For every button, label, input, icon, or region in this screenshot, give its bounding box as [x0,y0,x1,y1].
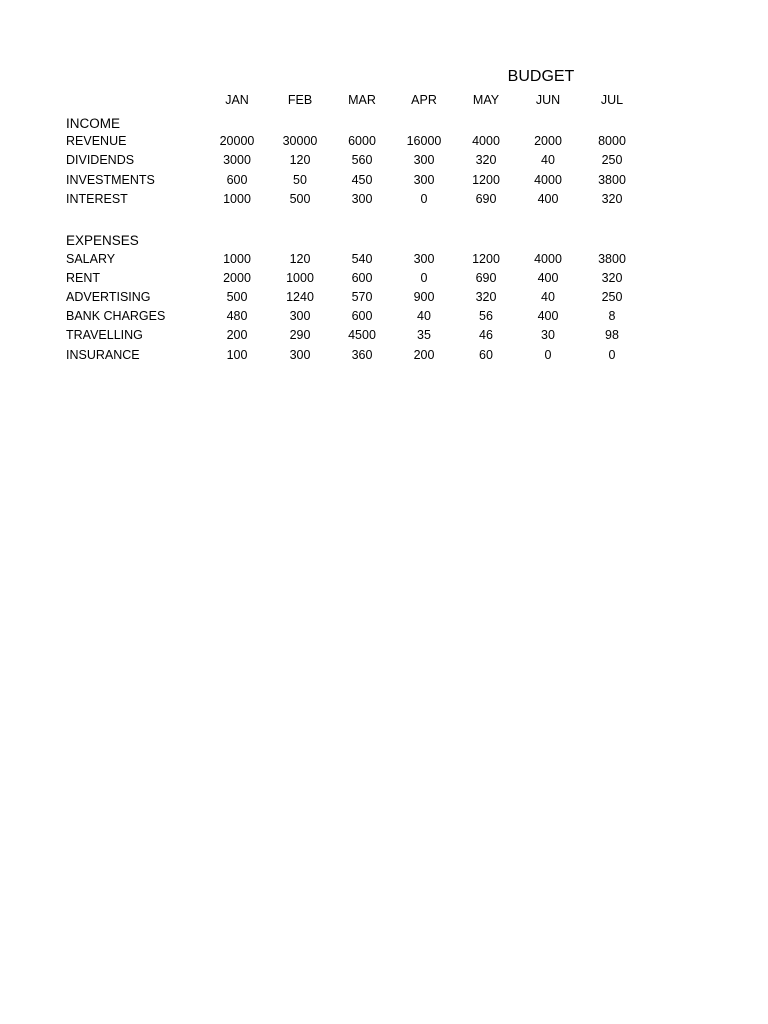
value-cell: 30 [541,328,555,343]
row-label: RENT [66,271,101,286]
table-row [0,152,768,169]
value-cell: 1000 [286,271,314,286]
table-row [0,191,768,208]
row-label: INTEREST [66,191,128,206]
table-row [0,172,768,189]
value-cell: 540 [351,252,373,266]
value-cell: 1200 [472,172,500,187]
value-cell: 0 [420,271,428,286]
value-cell: 0 [420,191,428,206]
value-cell: 400 [537,191,559,206]
month-header-feb: FEB [287,93,313,107]
value-cell: 250 [601,153,623,168]
value-cell: 300 [289,347,311,362]
value-cell: 400 [537,271,559,286]
value-cell: 2000 [223,271,251,286]
row-label: TRAVELLING [66,328,143,343]
value-cell: 56 [479,309,493,324]
value-cell: 40 [541,153,555,168]
value-cell: 3800 [598,252,626,266]
value-cell: 0 [608,347,616,362]
value-cell: 20000 [219,134,255,148]
value-cell: 50 [293,172,307,187]
month-header-jun: JUN [535,93,561,107]
value-cell: 100 [226,347,248,362]
value-cell: 570 [351,290,373,305]
row-label: INVESTMENTS [66,172,155,187]
month-header-may: MAY [472,93,500,107]
value-cell: 2000 [534,134,562,148]
month-header-jul: JUL [600,93,624,107]
row-label: BANK CHARGES [66,309,166,324]
value-cell: 500 [289,191,311,206]
value-cell: 16000 [406,134,442,148]
value-cell: 560 [351,153,373,168]
income-section-title: INCOME [66,116,120,131]
value-cell: 690 [475,271,497,286]
value-cell: 500 [226,290,248,305]
value-cell: 320 [601,191,623,206]
value-cell: 40 [541,290,555,305]
table-row [0,347,768,364]
value-cell: 4500 [348,328,376,343]
expenses-section-title: EXPENSES [66,233,139,248]
value-cell: 120 [289,252,311,266]
value-cell: 200 [226,328,248,343]
table-row [0,289,768,306]
row-label: REVENUE [66,134,127,148]
table-row [0,133,768,150]
value-cell: 35 [417,328,431,343]
value-cell: 300 [413,252,435,266]
value-cell: 98 [605,328,619,343]
value-cell: 300 [413,172,435,187]
value-cell: 1000 [223,252,251,266]
value-cell: 3800 [598,172,626,187]
value-cell: 250 [601,290,623,305]
value-cell: 46 [479,328,493,343]
table-row [0,327,768,344]
value-cell: 600 [226,172,248,187]
value-cell: 1000 [223,191,251,206]
value-cell: 600 [351,271,373,286]
value-cell: 400 [537,309,559,324]
value-cell: 320 [475,153,497,168]
value-cell: 360 [351,347,373,362]
value-cell: 690 [475,191,497,206]
table-row [0,308,768,325]
value-cell: 4000 [472,134,500,148]
value-cell: 600 [351,309,373,324]
table-row [0,251,768,268]
value-cell: 60 [479,347,493,362]
value-cell: 0 [544,347,552,362]
month-header-jan: JAN [225,93,249,107]
value-cell: 320 [475,290,497,305]
value-cell: 4000 [534,172,562,187]
value-cell: 6000 [348,134,376,148]
row-label: DIVIDENDS [66,153,135,168]
value-cell: 200 [413,347,435,362]
value-cell: 120 [289,153,311,168]
row-label: INSURANCE [66,347,140,362]
value-cell: 290 [289,328,311,343]
value-cell: 8000 [598,134,626,148]
value-cell: 300 [289,309,311,324]
value-cell: 1200 [472,252,500,266]
value-cell: 3000 [223,153,251,168]
budget-title: BUDGET [507,68,575,85]
value-cell: 8 [608,309,616,324]
value-cell: 30000 [282,134,318,148]
table-row [0,270,768,287]
month-header-row [205,92,645,109]
month-header-mar: MAR [348,93,376,107]
value-cell: 300 [413,153,435,168]
row-label: ADVERTISING [66,290,151,305]
row-label: SALARY [66,252,116,266]
value-cell: 450 [351,172,373,187]
value-cell: 300 [351,191,373,206]
value-cell: 480 [226,309,248,324]
value-cell: 40 [417,309,431,324]
month-header-apr: APR [411,93,437,107]
value-cell: 900 [413,290,435,305]
value-cell: 4000 [534,252,562,266]
value-cell: 1240 [286,290,314,305]
value-cell: 320 [601,271,623,286]
